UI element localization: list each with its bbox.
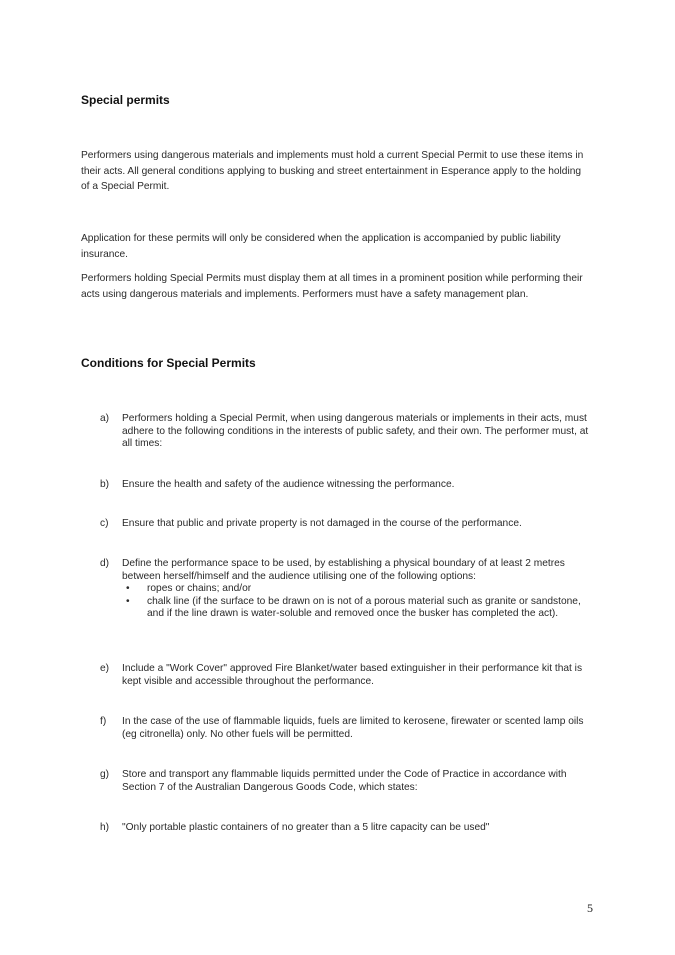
condition-letter: h) xyxy=(100,822,110,833)
condition-item-f xyxy=(100,716,600,741)
condition-item-h xyxy=(100,822,600,835)
condition-text: Ensure that public and private property is not damaged in the course of the performance. xyxy=(122,518,522,529)
section-heading-conditions: Conditions for Special Permits xyxy=(81,356,256,370)
condition-letter: g) xyxy=(100,769,110,780)
paragraph-insurance: Application for these permits will only be considered when the application is accompanied by public liability insurance. xyxy=(81,233,561,260)
condition-item-g xyxy=(100,769,600,794)
condition-letter: d) xyxy=(100,558,110,569)
condition-letter: a) xyxy=(100,413,110,424)
condition-text: Performers holding a Special Permit, when using dangerous materials or implements in their acts, must adhere to the following conditions in the interests of public safety, and their own. The performer must, at all times: xyxy=(122,413,589,449)
bullet-text: ropes or chains; and/or xyxy=(147,583,252,594)
bullet-icon: • xyxy=(126,595,130,607)
page-number: 5 xyxy=(587,901,593,915)
condition-item-d xyxy=(100,558,600,621)
condition-letter: f) xyxy=(100,716,107,727)
condition-text: Define the performance space to be used, by establishing a physical boundary of at least 2 metres between herself/himself and the audience utilising one of the following options: xyxy=(122,558,565,582)
paragraph-display-permit: Performers holding Special Permits must display them at all times in a prominent position while performing their acts using dangerous materials and implements. Performers must have a safety management plan. xyxy=(81,273,583,300)
condition-text: Store and transport any flammable liquids permitted under the Code of Practice in accordance with Section 7 of the Australian Dangerous Goods Code, which states: xyxy=(122,769,567,793)
condition-letter: b) xyxy=(100,479,110,490)
condition-letter: e) xyxy=(100,663,110,674)
condition-item-a xyxy=(100,413,600,451)
condition-item-c xyxy=(100,518,600,531)
condition-item-e xyxy=(100,663,600,688)
condition-text: "Only portable plastic containers of no greater than a 5 litre capacity can be used" xyxy=(122,822,490,833)
paragraph-permit-requirement: Performers using dangerous materials and implements must hold a current Special Permit to use these items in their acts. All general conditions applying to busking and street entertainment in Esperance apply to the holding of a Special Permit. xyxy=(81,150,584,192)
bullet-icon: • xyxy=(126,583,130,594)
list-item xyxy=(122,596,600,621)
list-item xyxy=(122,583,600,596)
condition-text: Ensure the health and safety of the audience witnessing the performance. xyxy=(122,479,455,490)
condition-text: Include a "Work Cover" approved Fire Blanket/water based extinguisher in their performance kit that is kept visible and accessible throughout the performance. xyxy=(122,663,583,687)
bullet-text: chalk line (if the surface to be drawn on is not of a porous material such as granite or sandstone, and if the line drawn is water-soluble and removed once the busker has completed the act). xyxy=(147,595,581,619)
section-heading-special-permits: Special permits xyxy=(81,93,170,107)
condition-text: In the case of the use of flammable liquids, fuels are limited to kerosene, firewater or scented lamp oils (eg citronella) only. No other fuels will be permitted. xyxy=(122,716,584,740)
options-list xyxy=(122,583,600,621)
condition-letter: c) xyxy=(100,518,109,529)
condition-item-b xyxy=(100,479,600,492)
